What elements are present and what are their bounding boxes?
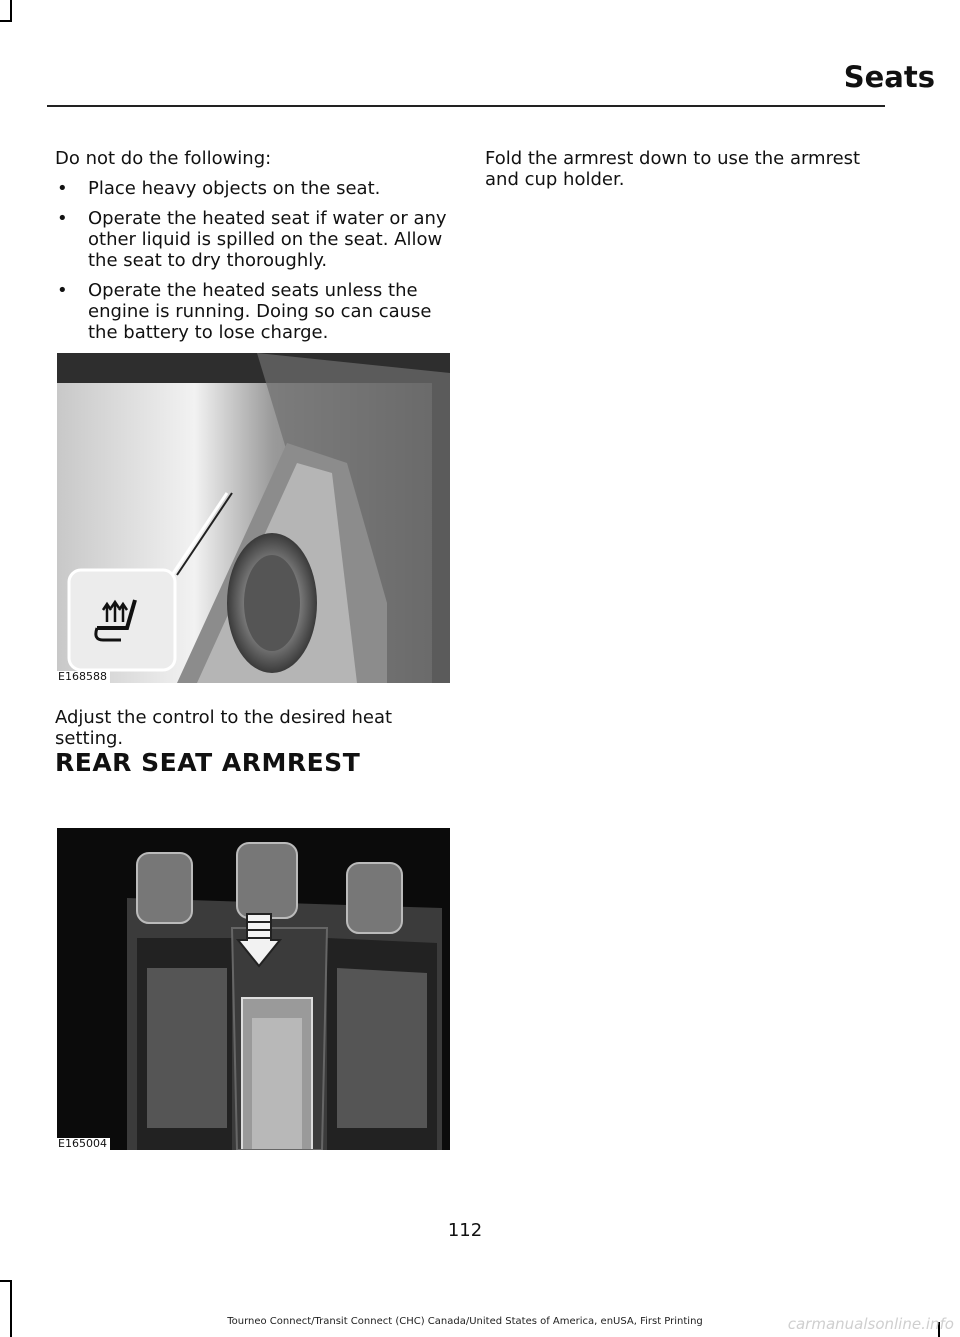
warning-list	[55, 178, 450, 343]
figure-code: E165004	[57, 1138, 110, 1150]
crop-mark-bottom-left-h	[0, 1280, 12, 1282]
crop-mark-top-left-v	[10, 0, 12, 22]
list-item	[55, 208, 450, 271]
header-rule	[47, 105, 885, 107]
page-footer: Tourneo Connect/Transit Connect (CHC) Canada/United States of America, enUSA, First Printing	[227, 1316, 703, 1327]
rear-armrest-illustration	[57, 828, 450, 1150]
adjust-text: Adjust the control to the desired heat setting.	[55, 707, 393, 749]
right-column	[485, 148, 885, 190]
intro-text: Do not do the following:	[55, 148, 272, 169]
watermark-logo: carmanualsonline.info	[787, 1315, 954, 1333]
crop-mark-bottom-left-v	[10, 1280, 12, 1337]
list-item	[55, 280, 450, 343]
page-number: 112	[447, 1220, 483, 1241]
bullet-mark: •	[57, 208, 68, 229]
left-column	[55, 148, 450, 352]
heated-seat-figure	[57, 353, 450, 683]
rear-armrest-figure	[57, 828, 450, 1150]
list-item-text: Operate the heated seat if water or any other liquid is spilled on the seat. Allow the seat to dry thoroughly.	[88, 208, 447, 271]
rear-seat-armrest-heading: REAR SEAT ARMREST	[55, 748, 361, 777]
figure-code: E168588	[57, 671, 110, 683]
bullet-mark: •	[57, 178, 68, 199]
list-item-text: Place heavy objects on the seat.	[88, 178, 381, 199]
section-title: Seats	[843, 60, 935, 94]
bullet-mark: •	[57, 280, 68, 301]
fold-down-arrow-icon	[234, 910, 284, 970]
list-item	[55, 178, 450, 199]
armrest-instruction-text: Fold the armrest down to use the armrest and cup holder.	[485, 148, 861, 190]
list-item-text: Operate the heated seats unless the engine is running. Doing so can cause the battery to lose charge.	[88, 280, 432, 343]
crop-mark-top-left-h	[0, 20, 12, 22]
heated-seat-icon	[87, 588, 157, 648]
